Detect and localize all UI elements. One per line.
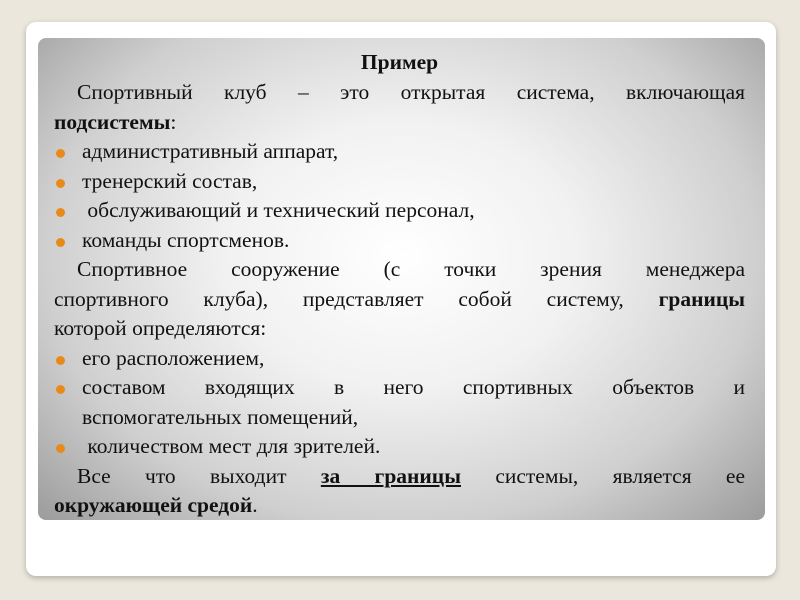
paragraph-3-text-a: Все что выходит: [77, 463, 287, 488]
list-item: [54, 196, 745, 226]
content-panel: [38, 38, 765, 520]
paragraph-3-line-2: [54, 491, 745, 521]
list-item: [54, 226, 745, 256]
slide-title: Пример: [360, 50, 439, 74]
list-item: [54, 167, 745, 197]
paragraph-1-line-2: [54, 108, 745, 138]
paragraph-1-colon: :: [170, 109, 177, 134]
boundaries-term: границы: [658, 286, 746, 311]
paragraph-3-period: .: [252, 493, 258, 517]
list-item-text: его расположением,: [82, 345, 265, 370]
subsystems-term: подсистемы: [54, 109, 171, 134]
bullet-icon: [56, 149, 65, 158]
list-item: [54, 344, 745, 374]
subsystems-list: [54, 137, 745, 255]
paragraph-2-line-2: [54, 285, 745, 315]
list-item-text: обслуживающий и технический персонал,: [82, 198, 475, 222]
boundaries-list: [54, 344, 745, 462]
paragraph-1-line-1: Спортивный клуб – это открытая система, включающая: [77, 80, 745, 104]
paragraph-3-text-b: системы, является ее: [495, 463, 746, 488]
list-item: [54, 373, 745, 432]
bullet-icon: [56, 444, 65, 453]
bullet-icon: [56, 179, 65, 188]
list-item: [54, 432, 745, 462]
paragraph-2-line-1: Спортивное сооружение (с точки зрения менеджера: [77, 257, 745, 281]
bullet-icon: [56, 385, 65, 394]
list-item-text: команды спортсменов.: [82, 227, 290, 252]
list-item: [54, 137, 745, 167]
environment-term: окружающей средой: [54, 493, 253, 517]
bullet-icon: [56, 208, 65, 217]
list-item-text: административный аппарат,: [82, 139, 339, 163]
list-item-text: количеством мест для зрителей.: [82, 434, 381, 458]
beyond-boundaries-term: за границы: [320, 463, 461, 488]
list-item-text: тренерский состав,: [82, 168, 258, 193]
paragraph-2-line-3: которой определяются:: [54, 316, 267, 340]
bullet-icon: [56, 356, 65, 365]
list-item-text: составом входящих в него спортивных объектов и: [82, 375, 745, 399]
paragraph-3-line-1: [54, 462, 745, 492]
bullet-icon: [56, 238, 65, 247]
list-item-text-continued: вспомогательных помещений,: [82, 404, 359, 429]
paragraph-2-text: спортивного клуба), представляет собой систему,: [54, 286, 624, 311]
